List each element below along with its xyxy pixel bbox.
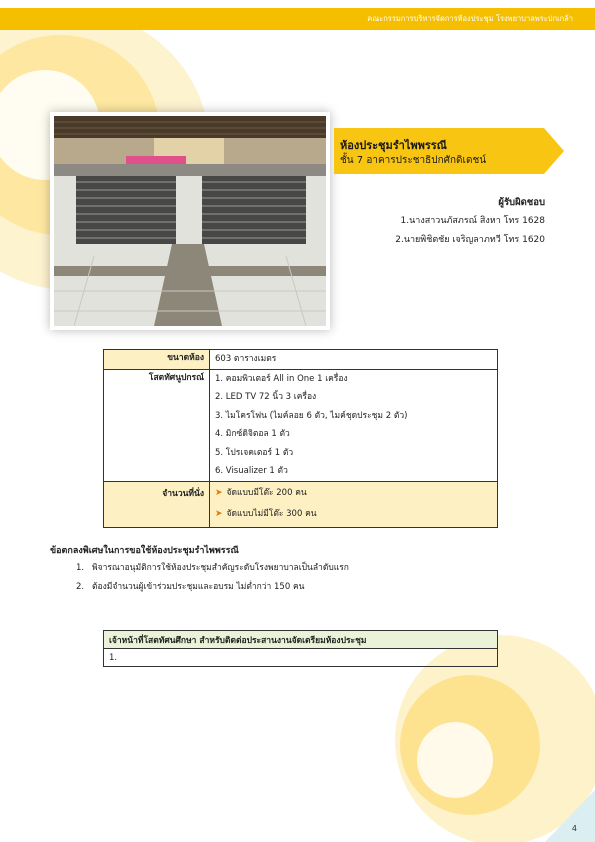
responsible-persons [395,193,545,250]
staff-contact-table [103,630,498,667]
responsible-person: 1.นางสาวนภัสภรณ์ สิงหา โทร 1628 [400,216,545,226]
arrow-bullet-icon: ➤ [215,487,223,498]
list-item [76,578,349,597]
room-location: ชั้น 7 อาคารประชาธิปกศักดิเดชน์ [340,155,487,166]
list-item [215,483,492,504]
responsible-person: 2.นายพิชิตชัย เจริญลาภทวี โทร 1620 [395,235,545,245]
seats-list [210,481,498,527]
size-value: 603 ตารางเมตร [210,350,498,370]
list-number: 1. [76,563,85,573]
list-item: 6. Visualizer 1 ตัว [215,466,288,476]
list-item: 4. มิกซ์ดิจิตอล 1 ตัว [215,429,290,439]
room-details-table [103,349,498,528]
seat-option: จัดแบบไม่มีโต๊ะ 300 คน [226,508,317,519]
condition-text: พิจารณาอนุมัติการใช้ห้องประชุมสำคัญระดับโรงพยาบาลเป็นลำดับแรก [92,563,349,573]
table-row [104,631,498,649]
conditions-title: ข้อตกลงพิเศษในการขอใช้ห้องประชุมรำไพพรรณี [50,546,239,556]
conditions-list [76,559,349,597]
list-number: 2. [76,582,85,592]
equipment-label: โสตทัศนูปกรณ์ [104,369,210,481]
staff-entry: 1. [104,649,498,667]
list-item [76,559,349,578]
list-item: 2. LED TV 72 นิ้ว 3 เครื่อง [215,392,317,402]
arrow-bullet-icon: ➤ [215,508,223,519]
header-title: คณะกรรมการบริหารจัดการห้องประชุม โรงพยาบาลพระปกเกล้า [367,14,573,23]
table-row [104,481,498,527]
size-label: ขนาดห้อง [104,350,210,370]
list-item [215,504,492,525]
seat-option: จัดแบบมีโต๊ะ 200 คน [226,487,307,498]
header-bar [0,8,595,30]
room-name: ห้องประชุมรำไพพรรณี [340,139,447,152]
meeting-hall-photo [54,116,326,326]
list-item: 3. ไมโครโฟน (ไมค์ลอย 6 ตัว, ไมค์ชุดประชุม 2 ตัว) [215,410,408,421]
equipment-list [210,369,498,481]
seats-label: จำนวนที่นั่ง [104,481,210,527]
table-row [104,649,498,667]
room-photo [50,112,330,330]
page-number: 4 [571,824,577,833]
table-row [104,350,498,370]
list-item: 5. โปรเจคเตอร์ 1 ตัว [215,447,294,458]
responsible-heading: ผู้รับผิดชอบ [498,197,545,208]
list-item: 1. คอมพิวเตอร์ All in One 1 เครื่อง [215,373,348,384]
staff-table-header: เจ้าหน้าที่โสตทัศนศึกษา สำหรับติดต่อประสานงานจัดเตรียมห้องประชุม [104,631,498,649]
table-row [104,369,498,481]
room-title-banner [334,128,564,174]
condition-text: ต้องมีจำนวนผู้เข้าร่วมประชุมและอบรม ไม่ต่ำกว่า 150 คน [92,582,305,592]
